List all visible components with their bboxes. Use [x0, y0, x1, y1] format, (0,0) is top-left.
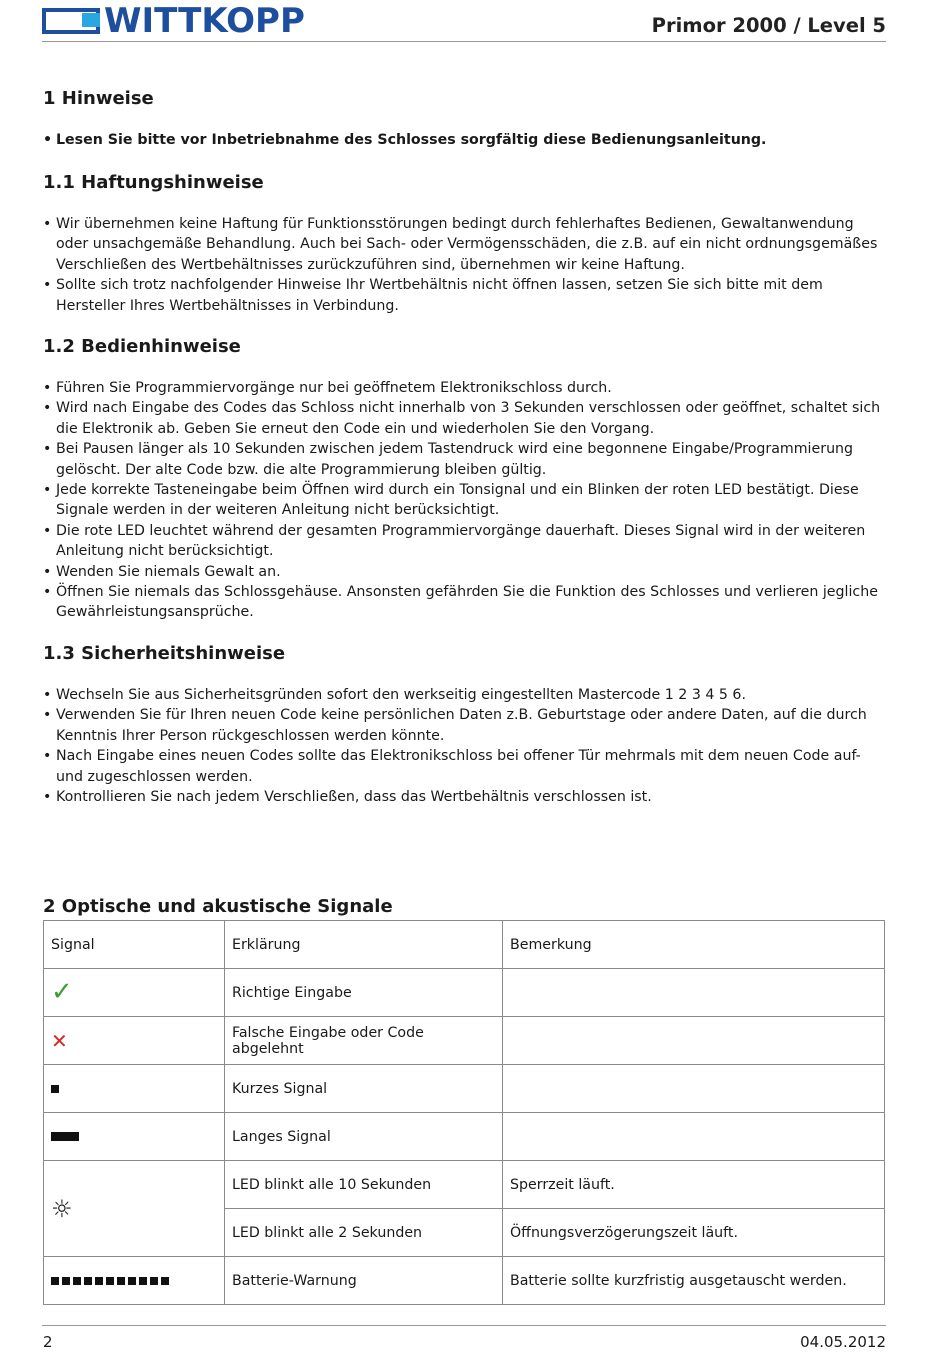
signal-cell [44, 1161, 225, 1257]
signal-cell [44, 1017, 225, 1065]
list-item: • Die rote LED leuchtet während der gesamten Programmiervorgänge dauerhaft. Dieses Signal wird in der weiteren Anleitung nicht berücksichtigt. [43, 521, 886, 562]
table-header-row [44, 921, 885, 969]
erklaerung-cell: Langes Signal [225, 1113, 503, 1161]
bemerkung-cell [503, 969, 885, 1017]
bemerkung-cell: Öffnungsverzögerungszeit läuft. [503, 1209, 885, 1257]
list-item: • Wechseln Sie aus Sicherheitsgründen sofort den werkseitig eingestellten Mastercode 1 2 3 4 5 6. [43, 685, 886, 705]
table-row [44, 1161, 885, 1209]
page-number: 2 [43, 1333, 53, 1351]
erklaerung-cell: Richtige Eingabe [225, 969, 503, 1017]
section-1-3-title: 1.3 Sicherheitshinweise [43, 643, 286, 664]
list-item: • Führen Sie Programmiervorgänge nur bei geöffnetem Elektronikschloss durch. [43, 378, 886, 398]
list-item: • Sollte sich trotz nachfolgender Hinweise Ihr Wertbehältnis nicht öffnen lassen, setzen Sie sich bitte mit dem Hersteller Ihres Wertbehältnisses in Verbindung. [43, 275, 886, 316]
list-item: • Öffnen Sie niemals das Schlossgehäuse. Ansonsten gefährden Sie die Funktion des Schlosses und verlieren jegliche Gewährleistungsansprüche. [43, 582, 886, 623]
logo-mark-icon [42, 8, 100, 34]
section-2-title: 2 Optische und akustische Signale [43, 896, 393, 917]
bemerkung-cell: Batterie sollte kurzfristig ausgetauscht werden. [503, 1257, 885, 1305]
short-signal-icon [51, 1085, 59, 1093]
table-row [44, 1065, 885, 1113]
battery-warning-icon [51, 1275, 172, 1288]
header-erklaerung: Erklärung [225, 921, 503, 969]
document-title: Primor 2000 / Level 5 [651, 14, 886, 37]
bemerkung-cell: Sperrzeit läuft. [503, 1161, 885, 1209]
led-blink-icon: ☼ [51, 1194, 73, 1223]
list-item: • Nach Eingabe eines neuen Codes sollte das Elektronikschloss bei offener Tür mehrmals mit dem neuen Code auf- und zugeschlossen werden. [43, 746, 886, 787]
signal-cell [44, 1257, 225, 1305]
list-item: • Wenden Sie niemals Gewalt an. [43, 562, 886, 582]
list-item: • Verwenden Sie für Ihren neuen Code keine persönlichen Daten z.B. Geburtstage oder andere Daten, auf die durch Kenntnis Ihrer Person rückgeschlossen werden könnte. [43, 705, 886, 746]
table-row [44, 1017, 885, 1065]
bemerkung-cell [503, 1017, 885, 1065]
header-signal: Signal [44, 921, 225, 969]
section-1-3-list [43, 685, 886, 807]
cross-icon: ✕ [51, 1028, 68, 1053]
header-bemerkung: Bemerkung [503, 921, 885, 969]
signals-table [43, 920, 885, 1305]
section-1-2-list [43, 378, 886, 623]
erklaerung-cell: LED blinkt alle 10 Sekunden [225, 1161, 503, 1209]
section-1-title: 1 Hinweise [43, 88, 154, 109]
erklaerung-cell: LED blinkt alle 2 Sekunden [225, 1209, 503, 1257]
list-item: • Wird nach Eingabe des Codes das Schloss nicht innerhalb von 3 Sekunden verschlossen oder geöffnet, schaltet sich die Elektronik ab. Geben Sie erneut den Code ein und wiederholen Sie den Vorgang. [43, 398, 886, 439]
signal-cell [44, 1113, 225, 1161]
erklaerung-cell: Batterie-Warnung [225, 1257, 503, 1305]
list-item: • Jede korrekte Tasteneingabe beim Öffnen wird durch ein Tonsignal und ein Blinken der roten LED bestätigt. Diese Signale werden in der weiteren Anleitung nicht berücksichtigt. [43, 480, 886, 521]
brand-name: WITTKOPP [104, 1, 305, 41]
list-item: • Wir übernehmen keine Haftung für Funktionsstörungen bedingt durch fehlerhaftes Bedienen, Gewaltanwendung oder unsachgemäße Behandlung. Auch bei Sach- oder Vermögensschäden, die z.B. auf ein nicht ordnungsgemäßes Verschließen des Wertbehältnisses zurückzuführen sind, übernehmen wir keine Haftung. [43, 214, 886, 275]
table-row [44, 1257, 885, 1305]
bemerkung-cell [503, 1065, 885, 1113]
footer-divider [42, 1325, 886, 1326]
erklaerung-cell: Falsche Eingabe oder Code abgelehnt [225, 1017, 503, 1065]
section-1-2-title: 1.2 Bedienhinweise [43, 336, 241, 357]
check-icon: ✓ [51, 976, 73, 1007]
signal-cell [44, 969, 225, 1017]
signal-cell [44, 1065, 225, 1113]
section-1-list [43, 130, 886, 150]
document-date: 04.05.2012 [800, 1333, 886, 1351]
list-item: • Kontrollieren Sie nach jedem Verschließen, dass das Wertbehältnis verschlossen ist. [43, 787, 886, 807]
list-item: • Lesen Sie bitte vor Inbetriebnahme des Schlosses sorgfältig diese Bedienungsanleitung. [43, 130, 886, 150]
table-row [44, 1113, 885, 1161]
header-divider [42, 41, 886, 42]
section-1-1-list [43, 214, 886, 316]
table-row [44, 969, 885, 1017]
section-1-1-title: 1.1 Haftungshinweise [43, 172, 264, 193]
wittkopp-logo [42, 1, 305, 41]
bemerkung-cell [503, 1113, 885, 1161]
long-signal-icon [51, 1132, 79, 1141]
erklaerung-cell: Kurzes Signal [225, 1065, 503, 1113]
list-item: • Bei Pausen länger als 10 Sekunden zwischen jedem Tastendruck wird eine begonnene Eingabe/Programmierung gelöscht. Der alte Code bzw. die alte Programmierung bleiben gültig. [43, 439, 886, 480]
